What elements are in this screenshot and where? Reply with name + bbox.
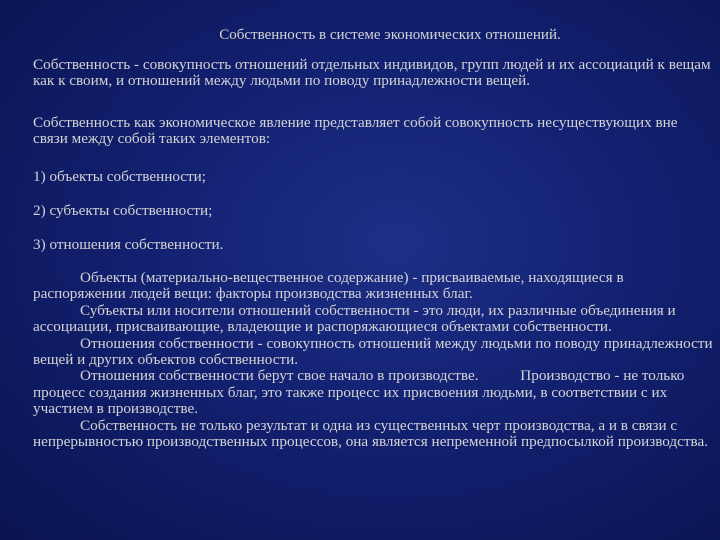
paragraph-subjects: Субъекты или носители отношений собственности - это люди, их различные объединения и ассоциации, присваивающие, владеющие и распоряжающиеся объектами собственности. <box>33 301 676 336</box>
definition-text-1: Собственность - совокупность отношений отдельных индивидов, групп людей и их ассоциаций к вещам как к своим, и отношений между людьми по поводу принадлежности вещей. <box>33 56 711 90</box>
explanations <box>33 270 713 450</box>
list-item-relations: 3) отношения собственности. <box>33 236 224 253</box>
paragraph-relations: Отношения собственности - совокупность отношений между людьми по поводу принадлежности вещей и других объектов собственности. <box>33 334 713 369</box>
list-item-subjects: 2) субъекты собственности; <box>33 202 213 219</box>
definition-economic <box>33 115 713 148</box>
paragraph-production: Отношения собственности берут свое начало в производстве. Производство - не только процесс создания жизненных благ, это также процесс их присвоения людьми, в соответствии с их участием в производстве. <box>33 367 689 418</box>
definition-ownership <box>33 57 713 90</box>
paragraph-objects: Объекты (материально-вещественное содержание) - присваиваемые, находящиеся в распоряжении людей вещи: факторы производства жизненных благ. <box>33 269 624 303</box>
list-item-objects: 1) объекты собственности; <box>33 168 207 185</box>
paragraph-precondition: Собственность не только результат и одна из существенных черт производства, а и в связи с непрерывностью производственных процессов, она является непременной предпосылкой производства. <box>33 416 709 451</box>
slide-title: Собственность в системе экономических отношений. <box>219 27 561 43</box>
definition-text-2: Собственность как экономическое явление представляет собой совокупность несуществующих вне связи между собой таких элементов: <box>33 114 678 148</box>
